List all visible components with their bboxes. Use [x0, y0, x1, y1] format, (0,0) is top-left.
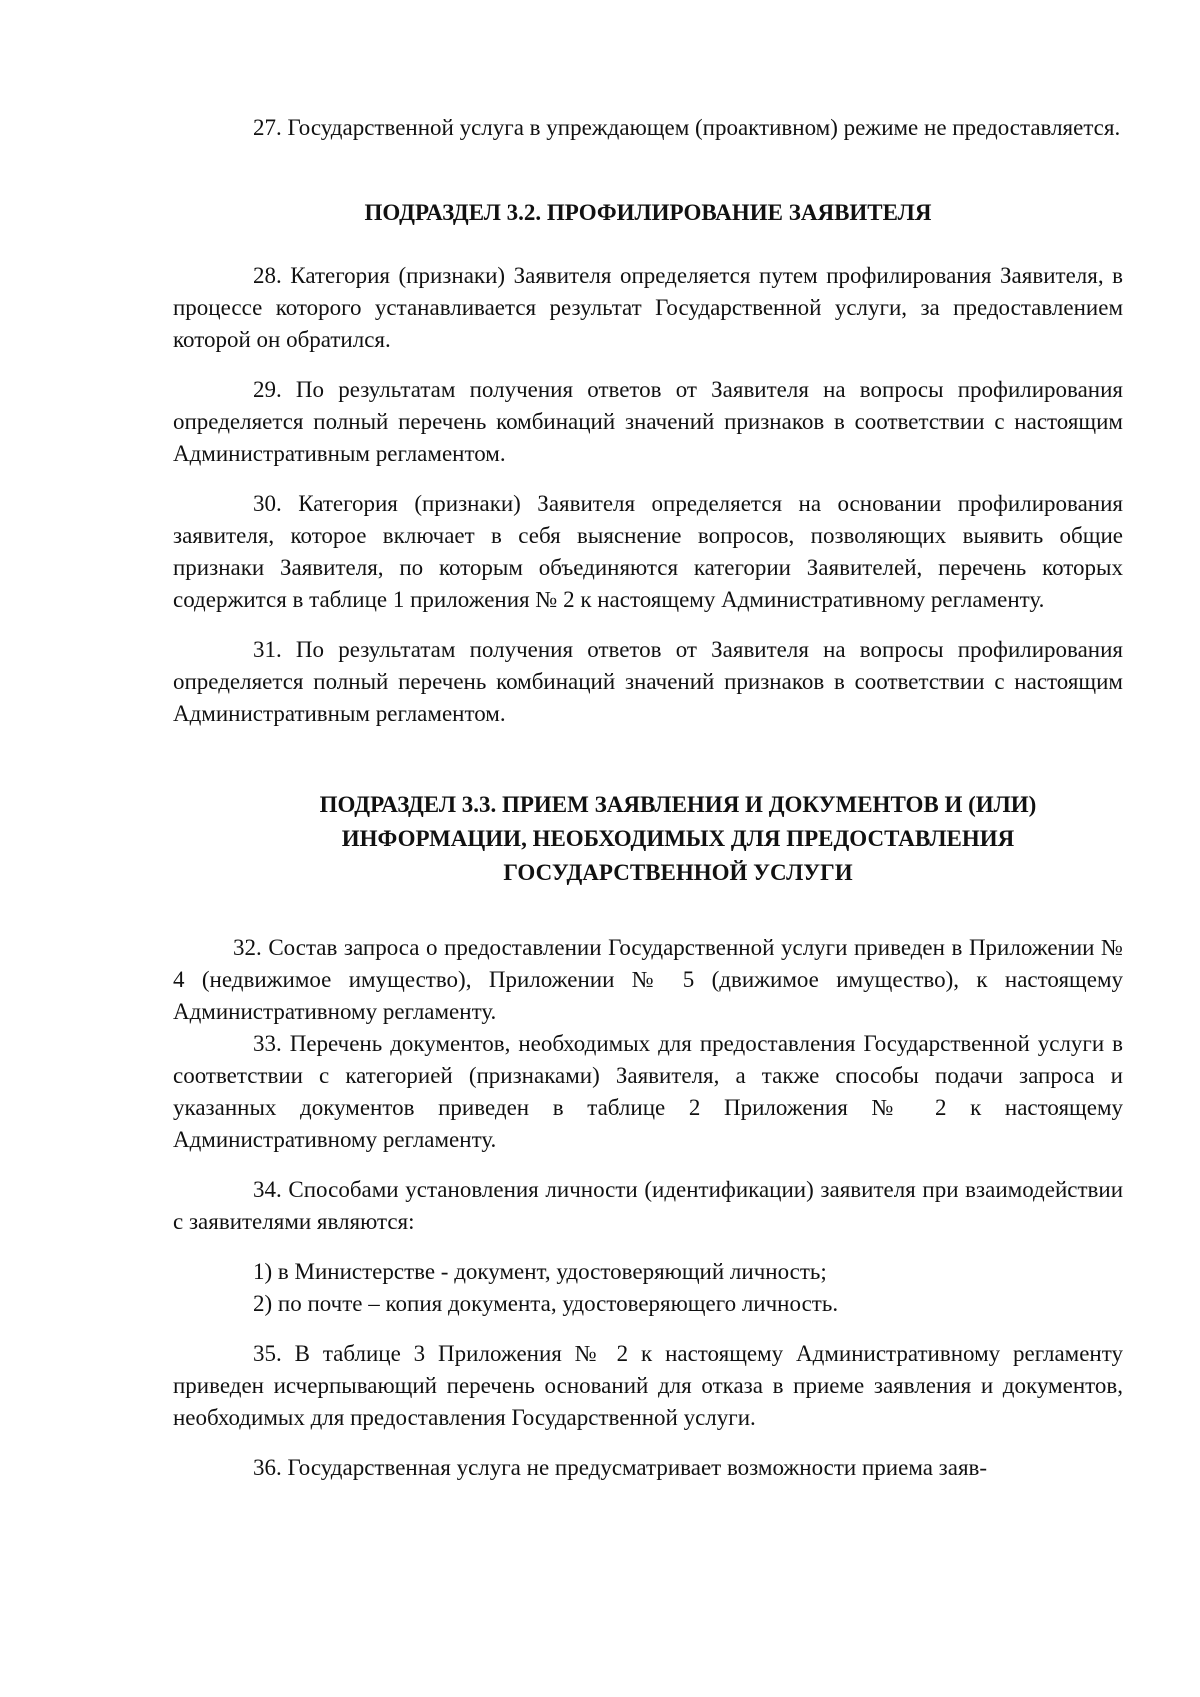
paragraph-34: 34. Способами установления личности (идентификации) заявителя при взаимодействии с заявителями являются:	[173, 1177, 1123, 1234]
paragraph-31: 31. По результатам получения ответов от Заявителя на вопросы профилирования определяется полный перечень комбинаций значений признаков в соответствии с настоящим Административным регламентом.	[173, 637, 1123, 726]
paragraph-35: 35. В таблице 3 Приложения № 2 к настоящему Административному регламенту приведен исчерпывающий перечень оснований для отказа в приеме заявления и документов, необходимых для предоставления Государственной услуги.	[173, 1341, 1123, 1430]
paragraph-33: 33. Перечень документов, необходимых для предоставления Государственной услуги в соответствии с категорией (признаками) Заявителя, а также способы подачи запроса и указанных документов приведен в таблице 2 Приложения № 2 к настоящему Административному регламенту.	[173, 1031, 1123, 1152]
paragraph-29: 29. По результатам получения ответов от Заявителя на вопросы профилирования определяется полный перечень комбинаций значений признаков в соответствии с настоящим Административным регламентом.	[173, 377, 1123, 466]
paragraph-28: 28. Категория (признаки) Заявителя определяется путем профилирования Заявителя, в процессе которого устанавливается результат Государственной услуги, за предоставлением которой он обратился.	[173, 263, 1123, 352]
subsection-heading-3-2: ПОДРАЗДЕЛ 3.2. ПРОФИЛИРОВАНИЕ ЗАЯВИТЕЛЯ	[364, 200, 932, 225]
subsection-heading-3-3: ПОДРАЗДЕЛ 3.3. ПРИЕМ ЗАЯВЛЕНИЯ И ДОКУМЕНТОВ И (ИЛИ) ИНФОРМАЦИИ, НЕОБХОДИМЫХ ДЛЯ ПРЕДОСТАВЛЕНИЯ ГОСУДАРСТВЕННОЙ УСЛУГИ	[319, 792, 1037, 885]
document-page	[173, 112, 1123, 1484]
paragraph-30: 30. Категория (признаки) Заявителя определяется на основании профилирования заявителя, которое включает в себя выяснение вопросов, позволяющих выявить общие признаки Заявителя, по которым объединяются категории Заявителей, перечень которых содержится в таблице 1 приложения № 2 к настоящему Административному регламенту.	[173, 491, 1123, 612]
paragraph-36: 36. Государственная услуга не предусматривает возможности приема заяв-	[253, 1455, 988, 1480]
paragraph-27: 27. Государственной услуга в упреждающем (проактивном) режиме не предоставляется.	[253, 115, 1121, 140]
list-item-1: 1) в Министерстве - документ, удостоверяющий личность;	[253, 1259, 827, 1284]
paragraph-32: 32. Состав запроса о предоставлении Государственной услуги приведен в Приложении № 4 (недвижимое имущество), Приложении № 5 (движимое имущество), к настоящему Административному регламенту.	[173, 935, 1123, 1024]
list-item-2: 2) по почте – копия документа, удостоверяющего личность.	[253, 1291, 839, 1316]
